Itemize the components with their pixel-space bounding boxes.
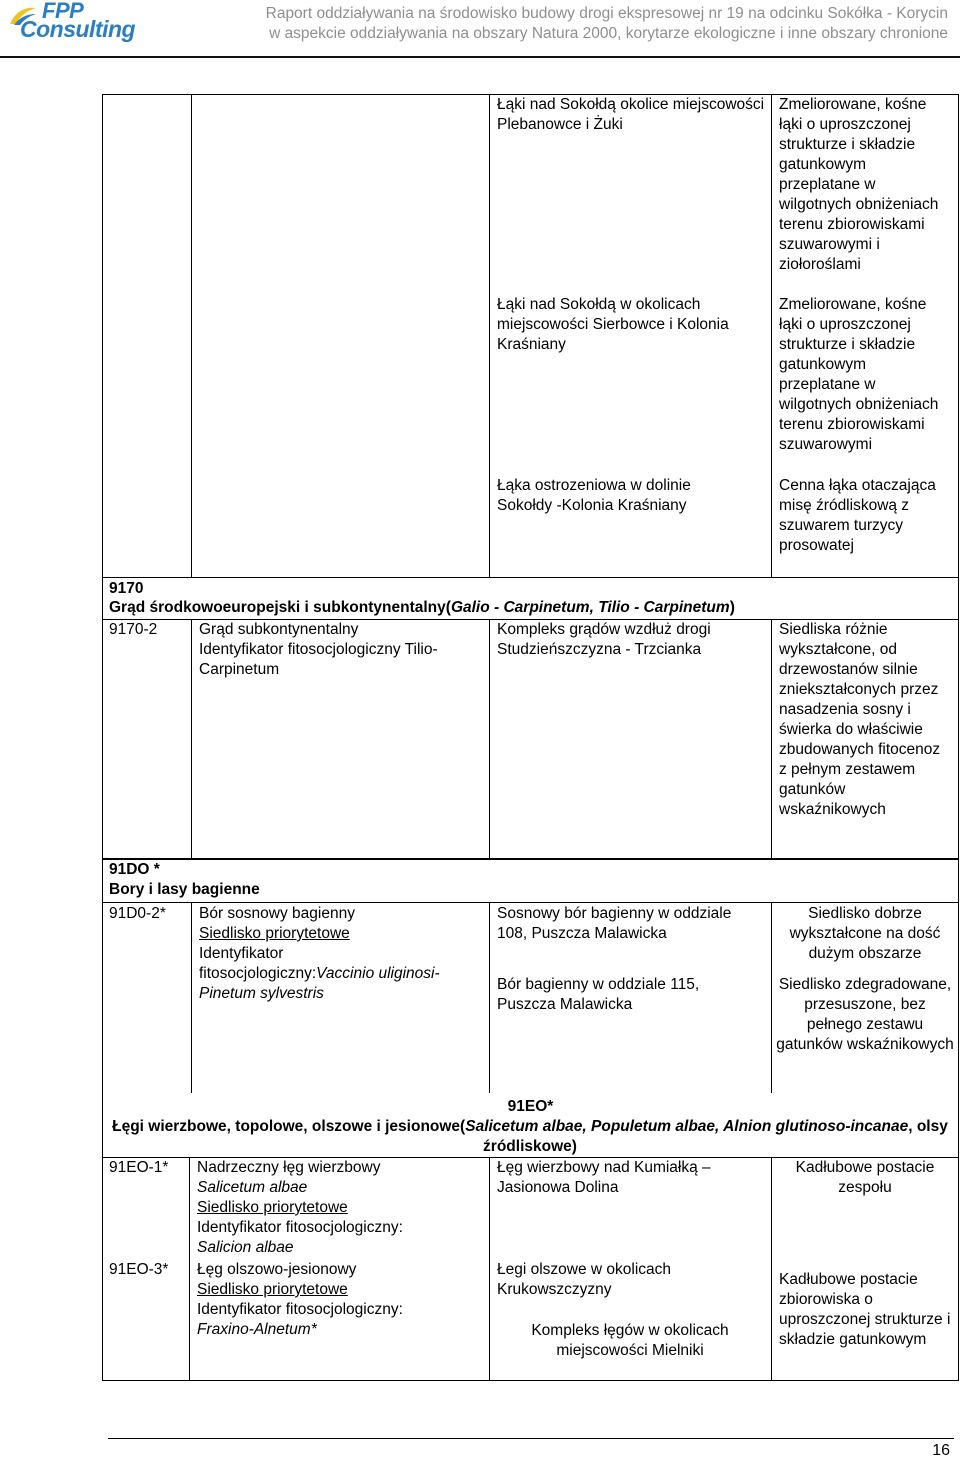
priority-label: Siedlisko priorytetowe — [197, 1199, 348, 1216]
priority-label: Siedlisko priorytetowe — [199, 925, 350, 942]
location-91e0-3-a: Łegi olszowe w okolicach Krukowszczyzny — [497, 1261, 672, 1298]
table-1-col-divider — [771, 619, 772, 859]
meadow-location-2: Łąki nad Sokołdą w okolicach miejscowości Sierbowce i Kolonia Kraśniany — [497, 296, 729, 353]
habitat-code-91e0-1: 91EO-1* — [109, 1159, 169, 1176]
location-91d0-2-a: Sosnowy bór bagienny w oddziale 108, Puszcza Malawicka — [497, 905, 732, 942]
header-title-line-2: w aspekcie oddziaływania na obszary Natura 2000, korytarze ekologiczne i inne obszary chronione — [269, 25, 948, 42]
location-91e0-1: Łęg wierzbowy nad Kumiałką – Jasionowa Dolina — [497, 1159, 711, 1196]
table-1-col-divider — [771, 94, 772, 577]
table-2-col-divider — [771, 1157, 772, 1381]
table-1-col-divider — [191, 619, 192, 859]
habitat-name-91d0-2: Bór sosnowy bagienny Siedlisko priorytetowe Identyfikator fitosocjologiczny:Vaccinio uliginosi- Pinetum sylvestris — [199, 904, 484, 1004]
header-title-line-1: Raport oddziaływania na środowisko budowy drogi ekspresowej nr 19 na odcinku Sokółka - Korycin — [265, 5, 948, 22]
section-91e0-title: Łęgi wierzbowe, topolowe, olszowe i jesionowe(Salicetum albae, Populetum albae, Alnion glutinoso-incanae, olsy źródliskowe) — [112, 1118, 948, 1155]
logo-text-fpp: FPP — [42, 0, 84, 23]
document-header — [178, 4, 948, 44]
desc-91e0-3: Kadłubowe postacie zbiorowiska o uproszczonej strukturze i składzie gatunkowym — [779, 1271, 951, 1348]
meadow-desc-1: Zmeliorowane, kośne łąki o uproszczonej strukturze i składzie gatunkowym przeplatane w wilgotnych obniżeniach terenu zbiorowiskami szuwarowymi i ziołoroślami — [779, 96, 939, 273]
table-2-col-divider — [189, 1157, 190, 1381]
desc-91e0-1: Kadłubowe postacie zespołu — [795, 1159, 935, 1196]
habitat-code-9170-2: 9170-2 — [109, 621, 158, 638]
habitat-name-91e0-1: Nadrzeczny łęg wierzbowy Salicetum albae Siedlisko priorytetowe Identyfikator fitosocjologiczny: Salicion albae — [197, 1158, 485, 1258]
table-2-row-divider — [102, 902, 959, 903]
meadow-desc-3: Cenna łąka otaczająca misę źródliskową z szuwarem turzycy prosowatej — [779, 477, 936, 554]
habitat-code-91e0-3: 91EO-3* — [109, 1261, 169, 1278]
habitat-name-91e0-3: Łęg olszowo-jesionowy Siedlisko priorytetowe Identyfikator fitosocjologiczny: Fraxino-Alnetum* — [197, 1260, 485, 1340]
table-2-col-divider — [489, 902, 490, 1093]
priority-label: Siedlisko priorytetowe — [197, 1281, 348, 1298]
table-1-col-divider — [489, 94, 490, 577]
desc-91d0-2-b: Siedlisko zdegradowane, przesuszone, bez pełnego zestawu gatunków wskaźnikowych — [776, 976, 954, 1053]
logo-text-consulting: Consulting — [20, 16, 136, 42]
location-91e0-3-b: Kompleks łęgów w okolicach miejscowości Mielniki — [531, 1322, 729, 1359]
table-2-col-divider — [771, 902, 772, 1093]
page-number: 16 — [932, 1442, 950, 1459]
table-1-row-divider — [102, 577, 959, 578]
habitat-name-9170-2: Grąd subkontynentalny Identyfikator fitosocjologiczny Tilio-Carpinetum — [199, 621, 438, 678]
footer-rule — [108, 1438, 954, 1439]
table-2-col-divider — [489, 1157, 490, 1381]
meadow-location-1: Łąki nad Sokołdą okolice miejscowości Plebanowce i Żuki — [497, 96, 765, 133]
header-rule — [0, 56, 960, 58]
section-91d0-title: Bory i lasy bagienne — [109, 881, 260, 898]
location-9170-2: Kompleks grądów wzdłuż drogi Studzieńszczyzna - Trzcianka — [497, 621, 711, 658]
desc-9170-2: Siedliska różnie wykształcone, od drzewostanów silnie zniekształconych przez nasadzenia sosny i świerka do właściwie zbudowanych fitocenoz z pełnym zestawem gatunków wskaźnikowych — [779, 621, 941, 818]
section-91e0-code: 91EO* — [507, 1098, 554, 1115]
meadow-location-3: Łąka ostrozeniowa w dolinie Sokołdy -Kolonia Kraśniany — [497, 477, 691, 514]
section-91d0-code: 91DO * — [109, 861, 160, 878]
habitat-code-91d0-2: 91D0-2* — [109, 905, 166, 922]
section-9170-title: Grąd środkowoeuropejski i subkontynentalny(Galio - Carpinetum, Tilio - Carpinetum) — [109, 599, 735, 616]
location-91d0-2-b: Bór bagienny w oddziale 115, Puszcza Malawicka — [497, 976, 700, 1013]
section-9170-code: 9170 — [109, 580, 144, 597]
table-2-col-divider — [191, 902, 192, 1093]
table-1-col-divider — [191, 94, 192, 577]
company-logo — [6, 0, 166, 45]
desc-91d0-2-a: Siedlisko dobrze wykształcone na dość dużym obszarze — [789, 905, 941, 962]
table-1-col-divider — [489, 619, 490, 859]
meadow-desc-2: Zmeliorowane, kośne łąki o uproszczonej strukturze i składzie gatunkowym przeplatane w wilgotnych obniżeniach terenu zbiorowiskami szuwarowymi — [779, 296, 939, 453]
